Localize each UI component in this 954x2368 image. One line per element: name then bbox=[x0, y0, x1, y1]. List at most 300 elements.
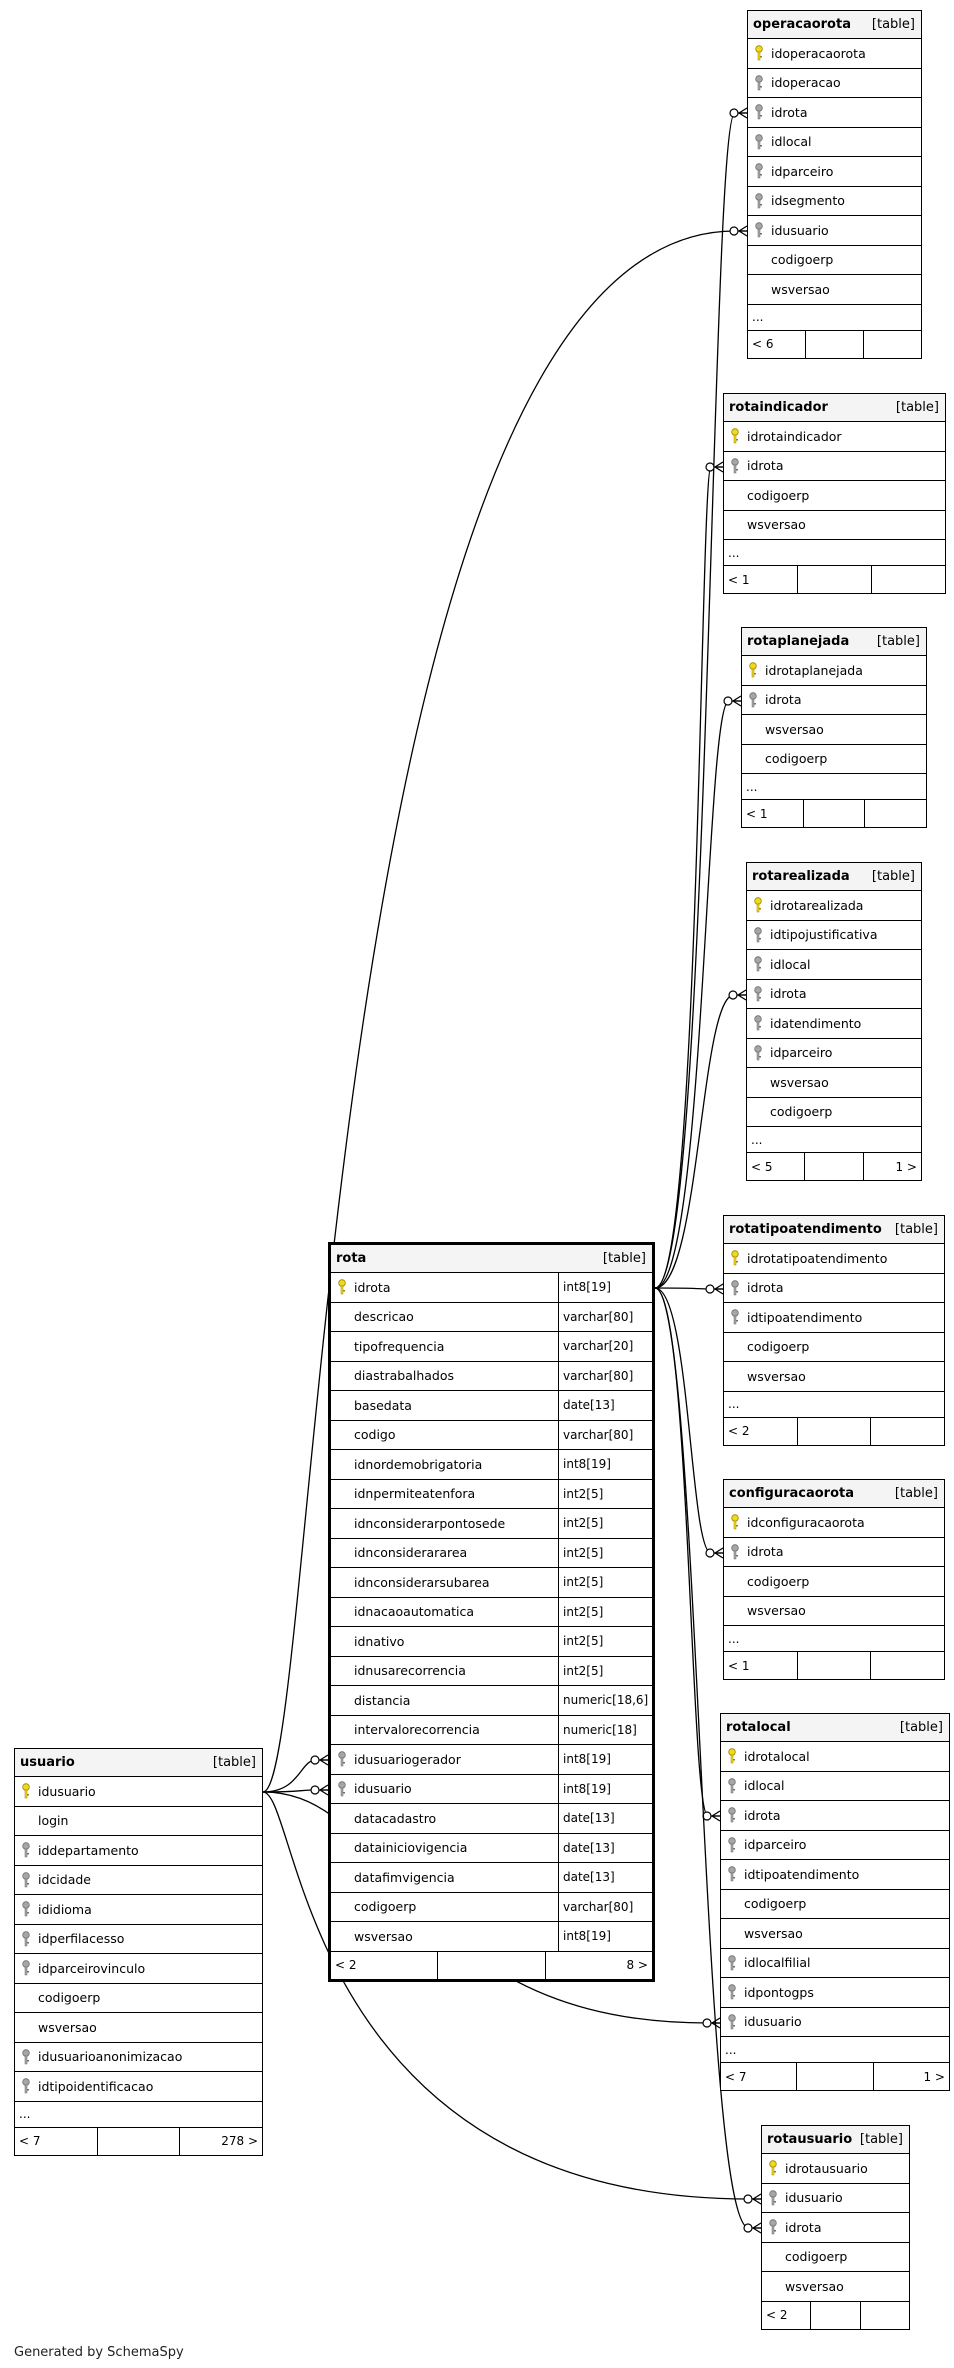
table-header[interactable] bbox=[331, 1245, 652, 1273]
column-name: idnacaoautomatica bbox=[354, 1604, 475, 1620]
column-name: codigoerp bbox=[771, 252, 834, 268]
column-type: date[13] bbox=[558, 1804, 652, 1833]
column-row[interactable] bbox=[724, 1244, 944, 1274]
table-header[interactable] bbox=[724, 394, 945, 422]
column-row[interactable] bbox=[721, 1772, 949, 1802]
column-row[interactable] bbox=[747, 950, 921, 980]
column-row[interactable] bbox=[747, 980, 921, 1010]
column-row[interactable] bbox=[724, 1567, 944, 1597]
column-row[interactable] bbox=[724, 1303, 944, 1333]
column-name-cell bbox=[748, 39, 921, 68]
parent-count[interactable]: < 2 bbox=[766, 2308, 788, 2322]
column-name: diastrabalhados bbox=[354, 1368, 455, 1384]
column-row[interactable] bbox=[721, 1860, 949, 1890]
column-type: int8[19] bbox=[558, 1775, 652, 1804]
column-row[interactable] bbox=[748, 69, 921, 99]
column-row[interactable] bbox=[747, 891, 921, 921]
column-name: wsversao bbox=[785, 2278, 844, 2294]
crows-foot-marker bbox=[753, 2194, 761, 2204]
column-name-cell bbox=[331, 1775, 558, 1804]
column-name-cell bbox=[15, 2013, 262, 2042]
column-name-cell bbox=[15, 2043, 262, 2072]
table-header[interactable] bbox=[15, 1749, 262, 1777]
column-name: idusuarioanonimizacao bbox=[38, 2049, 183, 2065]
column-row[interactable] bbox=[331, 1598, 652, 1628]
column-row[interactable] bbox=[15, 2043, 262, 2073]
column-name-cell bbox=[331, 1568, 558, 1597]
optional-marker bbox=[706, 463, 714, 471]
column-row[interactable] bbox=[721, 1890, 949, 1920]
column-row[interactable] bbox=[331, 1303, 652, 1333]
column-name: wsversao bbox=[744, 1925, 803, 1941]
column-row[interactable] bbox=[331, 1450, 652, 1480]
column-name: idrotaindicador bbox=[747, 428, 842, 444]
crows-foot-marker bbox=[739, 226, 747, 236]
column-row[interactable] bbox=[747, 921, 921, 951]
relationship-line bbox=[655, 1288, 723, 1289]
column-row[interactable] bbox=[331, 1834, 652, 1864]
column-name-cell bbox=[747, 1098, 921, 1127]
column-name-cell bbox=[747, 891, 921, 920]
column-name: idperfilacesso bbox=[38, 1931, 125, 1947]
table-name[interactable]: rota bbox=[336, 1251, 367, 1266]
table-name[interactable]: rotarealizada bbox=[752, 869, 850, 884]
optional-marker bbox=[311, 1786, 319, 1794]
column-row[interactable] bbox=[748, 39, 921, 69]
foreign-key-icon bbox=[727, 1309, 743, 1325]
column-name-cell bbox=[15, 1925, 262, 1954]
column-row[interactable] bbox=[331, 1568, 652, 1598]
foreign-key-icon bbox=[724, 1984, 740, 2000]
table-rotarealizada[interactable] bbox=[746, 862, 922, 1181]
child-count[interactable] bbox=[871, 1652, 944, 1679]
column-row[interactable] bbox=[721, 1978, 949, 2008]
table-rotatipoatendimento[interactable] bbox=[723, 1215, 945, 1446]
column-row[interactable] bbox=[331, 1863, 652, 1893]
table-rota[interactable] bbox=[328, 1242, 655, 1982]
column-name: idlocalfilial bbox=[744, 1955, 811, 1971]
foreign-key-icon bbox=[18, 1842, 34, 1858]
optional-marker bbox=[744, 2195, 752, 2203]
column-row[interactable] bbox=[331, 1627, 652, 1657]
column-row[interactable] bbox=[721, 1831, 949, 1861]
footer-spacer bbox=[796, 2063, 873, 2090]
column-name: login bbox=[38, 1813, 69, 1829]
child-count[interactable]: 1 > bbox=[923, 2069, 945, 2084]
column-row[interactable] bbox=[331, 1509, 652, 1539]
column-type: int2[5] bbox=[558, 1598, 652, 1627]
table-configuracaorota[interactable] bbox=[723, 1479, 945, 1680]
column-name: idrota bbox=[765, 692, 802, 708]
child-count[interactable]: 8 > bbox=[626, 1958, 648, 1972]
table-name[interactable]: rotaplanejada bbox=[747, 634, 850, 649]
primary-key-icon bbox=[727, 1514, 743, 1530]
column-row[interactable] bbox=[748, 187, 921, 217]
column-row[interactable] bbox=[721, 1919, 949, 1949]
foreign-key-icon bbox=[18, 1872, 34, 1888]
footer-spacer bbox=[797, 1652, 872, 1679]
footer-spacer bbox=[803, 800, 866, 827]
table-rotausuario[interactable] bbox=[761, 2125, 910, 2330]
column-row[interactable] bbox=[331, 1745, 652, 1775]
column-name-cell bbox=[742, 745, 926, 774]
column-row[interactable] bbox=[15, 1954, 262, 1984]
column-row[interactable] bbox=[724, 422, 945, 452]
optional-marker bbox=[724, 697, 732, 705]
column-row[interactable] bbox=[721, 1801, 949, 1831]
column-name: idsegmento bbox=[771, 193, 845, 209]
table-type-label: [table] bbox=[212, 1755, 256, 1770]
column-row[interactable] bbox=[15, 2072, 262, 2102]
table-type-label: [table] bbox=[602, 1251, 646, 1266]
table-usuario[interactable] bbox=[14, 1748, 263, 2156]
table-name[interactable]: rotausuario bbox=[767, 2132, 853, 2147]
column-row[interactable] bbox=[721, 1949, 949, 1979]
table-footer bbox=[721, 2063, 949, 2090]
table-rotaindicador[interactable] bbox=[723, 393, 946, 594]
primary-key-icon bbox=[334, 1279, 350, 1295]
column-row[interactable] bbox=[747, 1068, 921, 1098]
column-row[interactable] bbox=[15, 1777, 262, 1807]
crows-foot-marker bbox=[320, 1785, 328, 1795]
column-row[interactable] bbox=[742, 745, 926, 775]
table-header[interactable] bbox=[748, 11, 921, 39]
crows-foot-marker bbox=[320, 1755, 328, 1765]
parent-count[interactable]: < 1 bbox=[746, 806, 768, 821]
column-row[interactable] bbox=[724, 1274, 944, 1304]
table-header[interactable] bbox=[721, 1714, 949, 1742]
column-type: date[13] bbox=[558, 1834, 652, 1863]
column-name-cell bbox=[724, 481, 945, 510]
table-operacaorota[interactable] bbox=[747, 10, 922, 359]
parent-count[interactable]: < 7 bbox=[725, 2069, 747, 2084]
column-name: distancia bbox=[354, 1692, 411, 1708]
table-type-label: [table] bbox=[876, 634, 920, 649]
table-footer bbox=[724, 1418, 944, 1445]
column-name: idrotalocal bbox=[744, 1748, 810, 1764]
column-name-cell bbox=[747, 980, 921, 1009]
optional-marker bbox=[730, 227, 738, 235]
table-rotalocal[interactable] bbox=[720, 1713, 950, 2091]
column-row[interactable] bbox=[724, 1538, 944, 1568]
table-header[interactable] bbox=[724, 1216, 944, 1244]
column-name: datacadastro bbox=[354, 1810, 437, 1826]
column-name: codigoerp bbox=[38, 1990, 101, 2006]
column-name-cell bbox=[331, 1716, 558, 1745]
column-name-cell bbox=[724, 511, 945, 540]
optional-marker bbox=[311, 1756, 319, 1764]
footer-spacer bbox=[97, 2128, 181, 2155]
column-row[interactable] bbox=[747, 1039, 921, 1069]
column-row[interactable] bbox=[15, 1984, 262, 2014]
parent-count[interactable]: < 2 bbox=[728, 1424, 750, 1438]
table-type-label: [table] bbox=[894, 1486, 938, 1501]
column-row[interactable] bbox=[748, 157, 921, 187]
column-name: idlocal bbox=[744, 1778, 785, 1794]
relationship-line bbox=[655, 701, 741, 1288]
column-row[interactable] bbox=[331, 1480, 652, 1510]
column-name-cell bbox=[331, 1745, 558, 1774]
table-name[interactable]: configuracaorota bbox=[729, 1486, 855, 1501]
column-row[interactable] bbox=[331, 1893, 652, 1923]
table-header[interactable] bbox=[724, 1480, 944, 1508]
column-name: idpontogps bbox=[744, 1984, 814, 2000]
table-header[interactable] bbox=[762, 2126, 909, 2154]
column-name: codigoerp bbox=[354, 1899, 417, 1915]
primary-key-icon bbox=[765, 2160, 781, 2176]
table-name[interactable]: operacaorota bbox=[753, 17, 851, 32]
column-name-cell bbox=[15, 1866, 262, 1895]
column-row[interactable] bbox=[724, 511, 945, 541]
parent-count[interactable]: < 5 bbox=[751, 1159, 773, 1174]
foreign-key-icon bbox=[727, 458, 743, 474]
column-name: wsversao bbox=[38, 2019, 97, 2035]
column-row[interactable] bbox=[331, 1273, 652, 1303]
column-name-cell bbox=[15, 1807, 262, 1836]
column-row[interactable] bbox=[331, 1775, 652, 1805]
column-name: idoperacao bbox=[771, 75, 841, 91]
table-name[interactable]: usuario bbox=[20, 1755, 75, 1770]
column-name-cell bbox=[721, 1949, 949, 1978]
column-name: idparceirovinculo bbox=[38, 1960, 146, 1976]
column-row[interactable] bbox=[748, 216, 921, 246]
column-row[interactable] bbox=[748, 246, 921, 276]
column-row[interactable] bbox=[15, 1866, 262, 1896]
column-name-cell bbox=[331, 1686, 558, 1715]
column-name: ididioma bbox=[38, 1901, 92, 1917]
column-row[interactable] bbox=[748, 128, 921, 158]
generated-by-footer: Generated by SchemaSpy bbox=[14, 2345, 184, 2360]
foreign-key-icon bbox=[751, 222, 767, 238]
column-name-cell bbox=[15, 1777, 262, 1806]
column-name: idusuario bbox=[354, 1781, 412, 1797]
table-name[interactable]: rotalocal bbox=[726, 1720, 791, 1735]
more-columns: ... bbox=[721, 2037, 949, 2063]
column-row[interactable] bbox=[747, 1098, 921, 1128]
optional-marker bbox=[703, 2019, 711, 2027]
more-columns: ... bbox=[748, 305, 921, 331]
column-name: idatendimento bbox=[770, 1015, 862, 1031]
column-name-cell bbox=[331, 1657, 558, 1686]
column-row[interactable] bbox=[331, 1362, 652, 1392]
column-row[interactable] bbox=[15, 2013, 262, 2043]
relationship-line bbox=[263, 1760, 328, 1792]
column-name-cell bbox=[748, 187, 921, 216]
column-name: idtipoatendimento bbox=[747, 1309, 863, 1325]
column-name: codigoerp bbox=[744, 1896, 807, 1912]
column-row[interactable] bbox=[762, 2243, 909, 2273]
column-name-cell bbox=[742, 715, 926, 744]
column-name: idusuario bbox=[771, 222, 829, 238]
column-name-cell bbox=[721, 1742, 949, 1771]
column-row[interactable] bbox=[742, 715, 926, 745]
column-name: idnconsiderarsubarea bbox=[354, 1574, 490, 1590]
child-count[interactable] bbox=[865, 800, 926, 827]
more-columns: ... bbox=[724, 1626, 944, 1652]
column-row[interactable] bbox=[331, 1922, 652, 1952]
more-columns: ... bbox=[15, 2102, 262, 2128]
column-row[interactable] bbox=[762, 2184, 909, 2214]
column-name: descricao bbox=[354, 1309, 414, 1325]
column-name: idrota bbox=[747, 1544, 784, 1560]
column-row[interactable] bbox=[721, 1742, 949, 1772]
column-name-cell bbox=[724, 1333, 944, 1362]
column-name-cell bbox=[748, 216, 921, 245]
column-row[interactable] bbox=[742, 656, 926, 686]
optional-marker bbox=[706, 1549, 714, 1557]
column-name: idrota bbox=[771, 104, 808, 120]
column-row[interactable] bbox=[331, 1332, 652, 1362]
table-name[interactable]: rotatipoatendimento bbox=[729, 1222, 882, 1237]
column-row[interactable] bbox=[762, 2213, 909, 2243]
foreign-key-icon bbox=[724, 1866, 740, 1882]
column-row[interactable] bbox=[724, 1508, 944, 1538]
foreign-key-icon bbox=[750, 986, 766, 1002]
column-name-cell bbox=[742, 686, 926, 715]
column-name: idrotaplanejada bbox=[765, 662, 863, 678]
column-row[interactable] bbox=[331, 1657, 652, 1687]
column-row[interactable] bbox=[331, 1716, 652, 1746]
column-name: idusuario bbox=[744, 2014, 802, 2030]
column-row[interactable] bbox=[721, 2008, 949, 2038]
crows-foot-marker bbox=[712, 2018, 720, 2028]
column-name-cell bbox=[721, 1978, 949, 2007]
column-type: int2[5] bbox=[558, 1539, 652, 1568]
relationship-line bbox=[263, 1790, 328, 1792]
column-row[interactable] bbox=[724, 1597, 944, 1627]
column-row[interactable] bbox=[331, 1539, 652, 1569]
child-count[interactable]: 278 > bbox=[221, 2134, 259, 2148]
column-name: idnativo bbox=[354, 1633, 405, 1649]
column-row[interactable] bbox=[747, 1009, 921, 1039]
table-footer bbox=[747, 1153, 921, 1180]
column-row[interactable] bbox=[748, 98, 921, 128]
child-count[interactable] bbox=[864, 331, 921, 358]
foreign-key-icon bbox=[751, 193, 767, 209]
parent-count[interactable]: < 1 bbox=[728, 1658, 750, 1673]
column-row[interactable] bbox=[748, 275, 921, 305]
column-name: codigoerp bbox=[785, 2249, 848, 2265]
column-name-cell bbox=[762, 2243, 909, 2272]
column-name: idlocal bbox=[770, 956, 811, 972]
foreign-key-icon bbox=[751, 163, 767, 179]
table-name[interactable]: rotaindicador bbox=[729, 400, 828, 415]
column-name-cell bbox=[721, 1890, 949, 1919]
crows-foot-marker bbox=[738, 990, 746, 1000]
parent-count[interactable]: < 6 bbox=[752, 337, 774, 351]
column-name: idnpermiteatenfora bbox=[354, 1486, 476, 1502]
primary-key-icon bbox=[751, 45, 767, 61]
column-type: int8[19] bbox=[558, 1745, 652, 1774]
column-type: int8[19] bbox=[558, 1922, 652, 1951]
child-count[interactable] bbox=[872, 566, 945, 593]
primary-key-icon bbox=[727, 1250, 743, 1266]
column-name-cell bbox=[748, 275, 921, 304]
column-row[interactable] bbox=[331, 1391, 652, 1421]
parent-count[interactable]: < 1 bbox=[728, 572, 750, 587]
foreign-key-icon bbox=[724, 2014, 740, 2030]
column-row[interactable] bbox=[762, 2154, 909, 2184]
column-row[interactable] bbox=[15, 1895, 262, 1925]
column-row[interactable] bbox=[724, 452, 945, 482]
column-name-cell bbox=[748, 98, 921, 127]
column-name: wsversao bbox=[747, 1368, 806, 1384]
column-name: idnconsiderarpontosede bbox=[354, 1515, 506, 1531]
column-name: idrota bbox=[747, 1280, 784, 1296]
column-row[interactable] bbox=[762, 2272, 909, 2302]
foreign-key-icon bbox=[745, 692, 761, 708]
child-count[interactable] bbox=[871, 1418, 944, 1445]
column-name: idrotausuario bbox=[785, 2160, 868, 2176]
child-count[interactable] bbox=[861, 2302, 909, 2329]
column-type: varchar[20] bbox=[558, 1332, 652, 1361]
column-name: codigoerp bbox=[747, 1573, 810, 1589]
column-name-cell bbox=[762, 2154, 909, 2183]
parent-count[interactable]: < 7 bbox=[19, 2134, 41, 2148]
column-name: codigo bbox=[354, 1427, 396, 1443]
foreign-key-icon bbox=[751, 104, 767, 120]
column-name-cell bbox=[724, 1597, 944, 1626]
column-row[interactable] bbox=[331, 1421, 652, 1451]
more-columns: ... bbox=[724, 540, 945, 566]
parent-count[interactable]: < 2 bbox=[335, 1958, 357, 1972]
column-name-cell bbox=[724, 422, 945, 451]
column-row[interactable] bbox=[331, 1804, 652, 1834]
column-name: idrota bbox=[747, 458, 784, 474]
column-name-cell bbox=[331, 1863, 558, 1892]
column-row[interactable] bbox=[724, 1333, 944, 1363]
foreign-key-icon bbox=[751, 75, 767, 91]
column-name-cell bbox=[15, 1836, 262, 1865]
table-footer bbox=[724, 566, 945, 593]
column-name-cell bbox=[748, 128, 921, 157]
column-name-cell bbox=[748, 157, 921, 186]
column-name-cell bbox=[721, 1772, 949, 1801]
column-name-cell bbox=[742, 656, 926, 685]
column-name-cell bbox=[724, 1303, 944, 1332]
column-row[interactable] bbox=[15, 1807, 262, 1837]
column-name-cell bbox=[762, 2272, 909, 2301]
column-name: idnconsiderararea bbox=[354, 1545, 468, 1561]
child-count[interactable]: 1 > bbox=[895, 1159, 917, 1174]
foreign-key-icon bbox=[750, 1045, 766, 1061]
more-columns: ... bbox=[747, 1127, 921, 1153]
column-name: wsversao bbox=[747, 517, 806, 533]
table-rotaplanejada[interactable] bbox=[741, 627, 927, 828]
column-type: int8[19] bbox=[558, 1450, 652, 1479]
relationship-line bbox=[655, 113, 747, 1288]
column-name: codigoerp bbox=[765, 751, 828, 767]
crows-foot-marker bbox=[739, 108, 747, 118]
column-row[interactable] bbox=[15, 1925, 262, 1955]
column-name-cell bbox=[331, 1598, 558, 1627]
table-header[interactable] bbox=[742, 628, 926, 656]
column-row[interactable] bbox=[724, 1362, 944, 1392]
table-type-label: [table] bbox=[894, 1222, 938, 1237]
column-name: datainiciovigencia bbox=[354, 1840, 468, 1856]
column-name: idusuario bbox=[38, 1783, 96, 1799]
column-row[interactable] bbox=[742, 686, 926, 716]
column-type: varchar[80] bbox=[558, 1362, 652, 1391]
table-type-label: [table] bbox=[899, 1720, 943, 1735]
column-row[interactable] bbox=[15, 1836, 262, 1866]
footer-spacer bbox=[797, 566, 872, 593]
foreign-key-icon bbox=[727, 1544, 743, 1560]
column-row[interactable] bbox=[724, 481, 945, 511]
table-header[interactable] bbox=[747, 863, 921, 891]
column-row[interactable] bbox=[331, 1686, 652, 1716]
table-type-label: [table] bbox=[871, 17, 915, 32]
